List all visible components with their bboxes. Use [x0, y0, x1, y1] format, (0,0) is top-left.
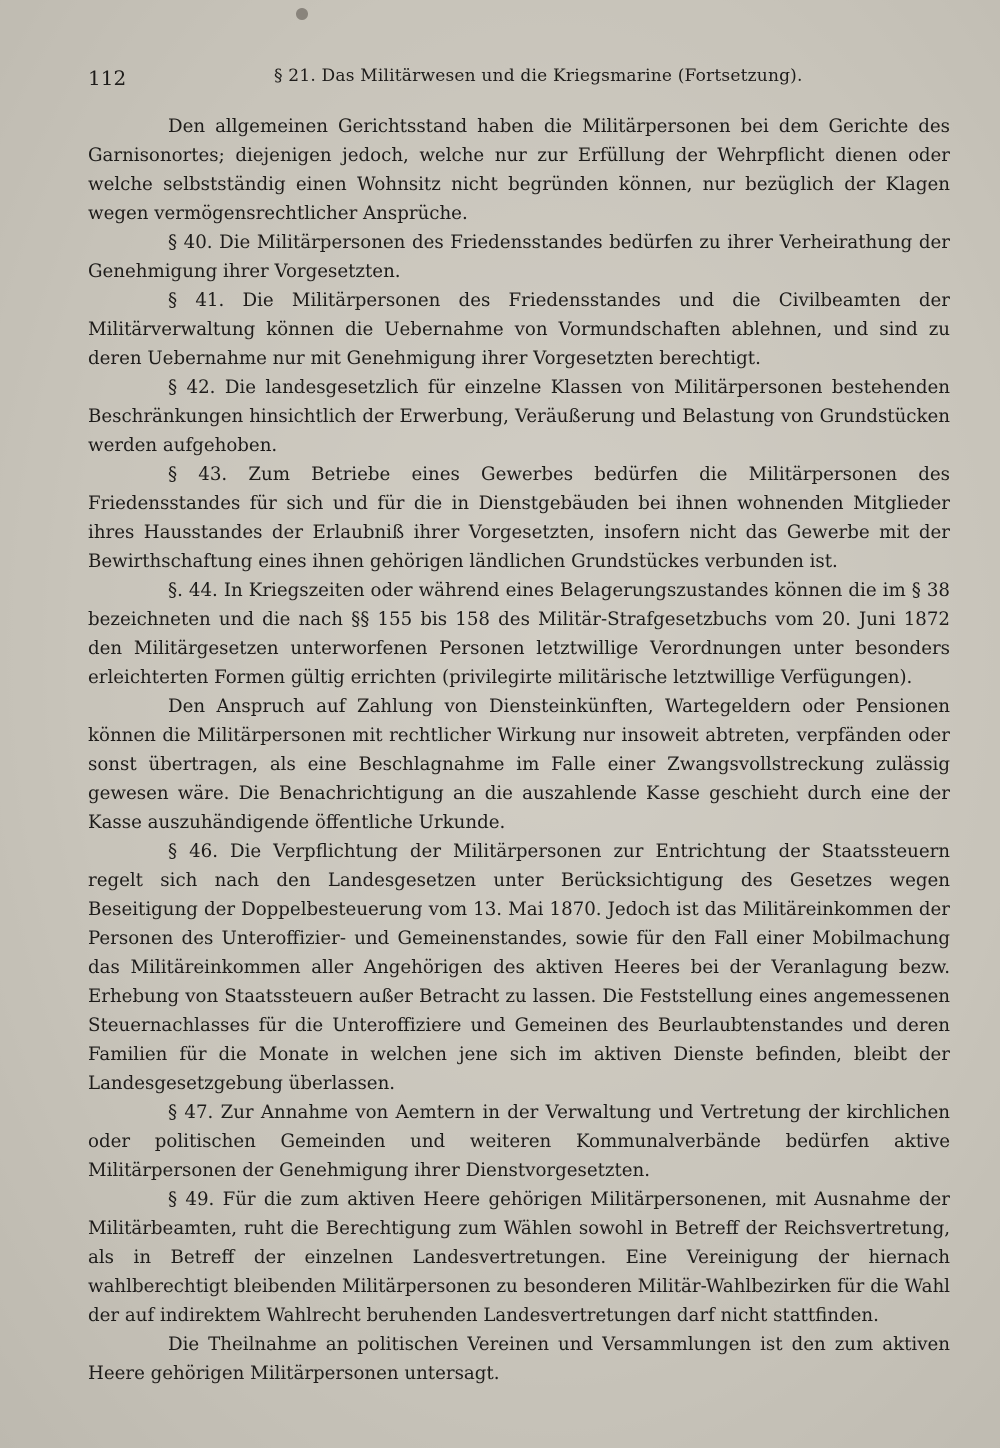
paragraph-section-41: § 41. Die Militärpersonen des Friedensstandes und die Civilbeamten der Militärverwaltung können die Uebernahme von Vormundschaften ablehnen, und sind zu deren Uebernahme nur mit Genehmigung ihrer Vorgesetzten berechtigt. [88, 290, 950, 369]
paragraph-section-47: § 47. Zur Annahme von Aemtern in der Verwaltung und Vertretung der kirchlichen oder politischen Gemeinden und weiteren Kommunalverbände bedürfen aktive Militärpersonen der Genehmigung ihrer Dienstvorgesetzten. [88, 1102, 950, 1181]
paragraph-section-42: § 42. Die landesgesetzlich für einzelne Klassen von Militärpersonen bestehenden Beschränkungen hinsichtlich der Erwerbung, Veräußerung und Belastung von Grundstücken werden aufgehoben. [88, 377, 950, 456]
ink-speck [296, 8, 308, 20]
page-header [88, 66, 948, 96]
paragraph-section-46: § 46. Die Verpflichtung der Militärpersonen zur Entrichtung der Staatssteuern regelt sich nach den Landesgesetzen unter Berücksichtigung des Gesetzes wegen Beseitigung der Doppelbesteuerung vom 13. Mai 1870. Jedoch ist das Militäreinkommen der Personen des Unteroffizier- und Gemeinenstandes, sowie für den Fall einer Mobilmachung das Militäreinkommen aller Angehörigen des aktiven Heeres bei der Veranlagung bezw. Erhebung von Staatssteuern außer Betracht zu lassen. Die Feststellung eines angemessenen Steuernachlasses für die Unteroffiziere und Gemeinen des Beurlaubtenstandes und deren Familien für die Monate in welchen jene sich im aktiven Dienste befinden, bleibt der Landesgesetzgebung überlassen. [88, 841, 950, 1094]
page-number: 112 [88, 66, 127, 90]
paragraph-gerichtsstand: Den allgemeinen Gerichtsstand haben die Militärpersonen bei dem Gerichte des Garnisonortes; diejenigen jedoch, welche nur zur Erfüllung der Wehrpflicht dienen oder welche selbstständig einen Wohnsitz nicht begründen können, nur bezüglich der Klagen wegen vermögensrechtlicher Ansprüche. [88, 116, 950, 224]
paragraph-section-44: §. 44. In Kriegszeiten oder während eines Belagerungszustandes können die im § 38 bezeichneten und die nach §§ 155 bis 158 des Militär-Strafgesetzbuchs vom 20. Juni 1872 den Militärgesetzen unterworfenen Personen letztwillige Verordnungen unter besonders erleichterten Formen gültig errichten (privilegirte militärische letztwillige Verfügungen). [88, 580, 950, 688]
paragraph-theilnahme: Die Theilnahme an politischen Vereinen und Versammlungen ist den zum aktiven Heere gehörigen Militärpersonen untersagt. [88, 1334, 950, 1384]
paragraph-section-40: § 40. Die Militärpersonen des Friedensstandes bedürfen zu ihrer Verheirathung der Genehmigung ihrer Vorgesetzten. [88, 232, 950, 282]
paragraph-anspruch: Den Anspruch auf Zahlung von Diensteinkünften, Wartegeldern oder Pensionen können die Militärpersonen mit rechtlicher Wirkung nur insoweit abtreten, verpfänden oder sonst übertragen, als eine Beschlagnahme im Falle einer Zwangsvollstreckung zulässig gewesen wäre. Die Benachrichtigung an die auszahlende Kasse geschieht durch eine der Kasse auszuhändigende öffentliche Urkunde. [88, 696, 950, 833]
paragraph-section-49: § 49. Für die zum aktiven Heere gehörigen Militärpersonenen, mit Ausnahme der Militärbeamten, ruht die Berechtigung zum Wählen sowohl in Betreff der Reichsvertretung, als in Betreff der einzelnen Landesvertretungen. Eine Vereinigung der hiernach wahlberechtigt bleibenden Militärpersonen zu besonderen Militär-Wahlbezirken für die Wahl der auf indirektem Wahlrecht beruhenden Landesvertretungen darf nicht stattfinden. [88, 1189, 950, 1326]
body-text [88, 112, 950, 1388]
running-title: § 21. Das Militärwesen und die Kriegsmarine (Fortsetzung). [274, 66, 803, 86]
paragraph-section-43: § 43. Zum Betriebe eines Gewerbes bedürfen die Militärpersonen des Friedensstandes für sich und für die in Dienstgebäuden bei ihnen wohnenden Mitglieder ihres Hausstandes der Erlaubniß ihrer Vorgesetzten, insofern nicht das Gewerbe mit der Bewirthschaftung eines ihnen gehörigen ländlichen Grundstückes verbunden ist. [88, 464, 950, 572]
